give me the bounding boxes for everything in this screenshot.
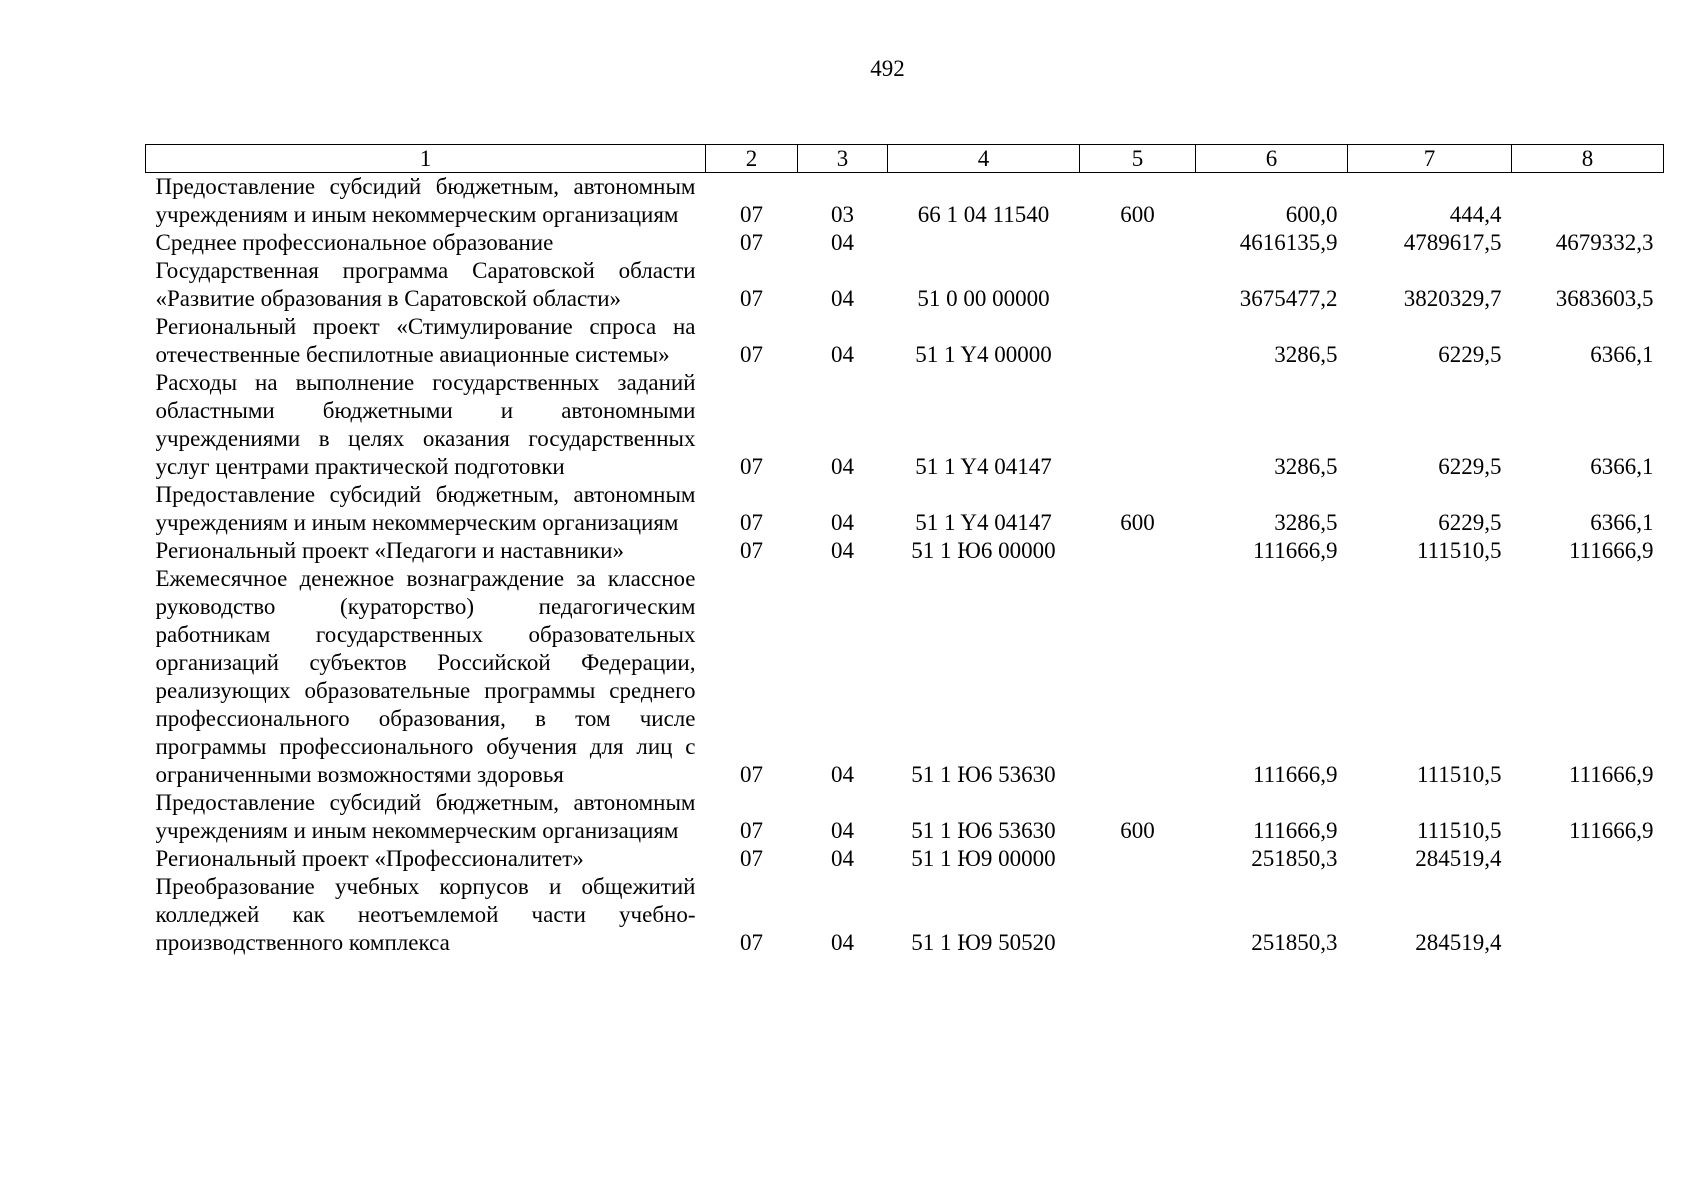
row-amount-year-2: 444,4 <box>1449 202 1502 227</box>
row-description: Преобразование учебных корпусов и общежитий колледжей как неотъемлемой части учебно-производственного комплекса <box>155 874 696 955</box>
row-amount-year-2: 6229,5 <box>1438 342 1502 367</box>
row-subsection-code: 03 <box>831 202 854 227</box>
row-section-code: 07 <box>740 762 763 787</box>
row-expense-type <box>1080 845 1196 873</box>
row-section-code: 07 <box>740 286 763 311</box>
table-row <box>146 565 1664 789</box>
row-amount-year-3: 111666,9 <box>1568 538 1654 563</box>
row-section-code: 07 <box>740 202 763 227</box>
column-header-2: 2 <box>706 145 798 173</box>
row-subsection-code: 04 <box>831 230 854 255</box>
row-target-article: 51 1 Ю6 53630 <box>911 762 1056 787</box>
row-expense-type: 600 <box>1120 202 1155 227</box>
row-amount-year-2: 284519,4 <box>1415 930 1502 955</box>
row-expense-type: 600 <box>1120 818 1155 843</box>
row-section-code: 07 <box>740 846 763 871</box>
column-header-3: 3 <box>798 145 888 173</box>
row-target-article: 51 1 Ю6 53630 <box>911 818 1056 843</box>
column-header-7: 7 <box>1348 145 1512 173</box>
row-amount-year-1: 111666,9 <box>1252 762 1338 787</box>
row-amount-year-1: 3675477,2 <box>1239 286 1338 311</box>
row-amount-year-2: 111510,5 <box>1416 762 1502 787</box>
row-amount-year-2: 284519,4 <box>1415 846 1502 871</box>
table-row <box>146 873 1664 957</box>
table-body <box>146 173 1664 958</box>
budget-table <box>145 144 1664 957</box>
row-amount-year-1: 3286,5 <box>1274 510 1338 535</box>
row-subsection-code: 04 <box>831 510 854 535</box>
row-description: Региональный проект «Стимулирование спроса на отечественные беспилотные авиационные системы» <box>155 314 696 367</box>
row-subsection-code: 04 <box>831 846 854 871</box>
row-amount-year-3 <box>1512 845 1664 873</box>
row-amount-year-3: 6366,1 <box>1590 510 1654 535</box>
row-expense-type <box>1080 873 1196 957</box>
header-row <box>146 145 1664 173</box>
row-target-article: 51 0 00 00000 <box>917 286 1050 311</box>
row-section-code: 07 <box>740 342 763 367</box>
row-amount-year-3 <box>1512 173 1664 230</box>
row-amount-year-2: 3820329,7 <box>1403 286 1502 311</box>
row-amount-year-2: 111510,5 <box>1416 538 1502 563</box>
row-amount-year-1: 4616135,9 <box>1239 230 1338 255</box>
row-target-article: 66 1 04 11540 <box>917 202 1050 227</box>
row-amount-year-1: 111666,9 <box>1252 818 1338 843</box>
table-row <box>146 257 1664 313</box>
row-amount-year-1: 251850,3 <box>1251 930 1338 955</box>
row-expense-type <box>1080 257 1196 313</box>
table-row <box>146 481 1664 537</box>
table-row <box>146 537 1664 565</box>
row-amount-year-2: 4789617,5 <box>1403 230 1502 255</box>
row-amount-year-3: 6366,1 <box>1590 454 1654 479</box>
row-amount-year-2: 6229,5 <box>1438 510 1502 535</box>
table-row <box>146 845 1664 873</box>
row-description: Расходы на выполнение государственных заданий областными бюджетными и автономными учреждениями в целях оказания государственных услуг центрами практической подготовки <box>155 370 696 479</box>
row-amount-year-1: 251850,3 <box>1251 846 1338 871</box>
row-subsection-code: 04 <box>831 342 854 367</box>
table-row <box>146 173 1664 230</box>
row-description: Предоставление субсидий бюджетным, автономным учреждениям и иным некоммерческим организациям <box>155 174 696 227</box>
row-section-code: 07 <box>740 230 763 255</box>
row-amount-year-3: 4679332,3 <box>1555 230 1654 255</box>
page-number: 492 <box>870 56 905 81</box>
row-target-article: 51 1 Ю9 50520 <box>911 930 1056 955</box>
row-description: Среднее профессиональное образование <box>155 230 554 255</box>
column-header-4: 4 <box>888 145 1080 173</box>
row-section-code: 07 <box>740 454 763 479</box>
row-target-article: 51 1 Y4 04147 <box>915 454 1052 479</box>
column-header-6: 6 <box>1196 145 1348 173</box>
row-description: Предоставление субсидий бюджетным, автономным учреждениям и иным некоммерческим организациям <box>155 482 696 535</box>
row-expense-type <box>1080 565 1196 789</box>
row-subsection-code: 04 <box>831 454 854 479</box>
row-expense-type <box>1080 369 1196 481</box>
column-header-1: 1 <box>146 145 706 173</box>
row-target-article: 51 1 Ю9 00000 <box>911 846 1056 871</box>
table-header <box>146 145 1664 173</box>
row-section-code: 07 <box>740 818 763 843</box>
row-amount-year-1: 3286,5 <box>1274 342 1338 367</box>
row-expense-type <box>1080 313 1196 369</box>
row-description: Государственная программа Саратовской области «Развитие образования в Саратовской области» <box>155 258 696 311</box>
column-header-5: 5 <box>1080 145 1196 173</box>
row-amount-year-2: 111510,5 <box>1416 818 1502 843</box>
row-amount-year-2: 6229,5 <box>1438 454 1502 479</box>
row-amount-year-1: 111666,9 <box>1252 538 1338 563</box>
row-amount-year-1: 600,0 <box>1285 202 1338 227</box>
column-header-8: 8 <box>1512 145 1664 173</box>
row-amount-year-3 <box>1512 873 1664 957</box>
row-subsection-code: 04 <box>831 762 854 787</box>
row-subsection-code: 04 <box>831 930 854 955</box>
table-row <box>146 789 1664 845</box>
row-amount-year-3: 3683603,5 <box>1555 286 1654 311</box>
row-target-article <box>888 229 1080 257</box>
table-row <box>146 313 1664 369</box>
row-description: Ежемесячное денежное вознаграждение за классное руководство (кураторство) педагогическим работникам государственных образовательных организаций субъектов Российской Федерации, реализующих образовательные программы среднего профессионального образования, в том числе программы профессионального обучения для лиц с ограниченными возможностями здоровья <box>155 566 696 787</box>
row-amount-year-3: 6366,1 <box>1590 342 1654 367</box>
row-target-article: 51 1 Y4 00000 <box>915 342 1052 367</box>
row-amount-year-3: 111666,9 <box>1568 818 1654 843</box>
row-subsection-code: 04 <box>831 286 854 311</box>
table-row <box>146 229 1664 257</box>
row-subsection-code: 04 <box>831 538 854 563</box>
row-section-code: 07 <box>740 538 763 563</box>
row-target-article: 51 1 Ю6 00000 <box>911 538 1056 563</box>
row-description: Предоставление субсидий бюджетным, автономным учреждениям и иным некоммерческим организациям <box>155 790 696 843</box>
row-amount-year-3: 111666,9 <box>1568 762 1654 787</box>
row-section-code: 07 <box>740 510 763 535</box>
row-expense-type <box>1080 229 1196 257</box>
row-description: Региональный проект «Педагоги и наставники» <box>155 538 624 563</box>
row-section-code: 07 <box>740 930 763 955</box>
row-amount-year-1: 3286,5 <box>1274 454 1338 479</box>
row-description: Региональный проект «Профессионалитет» <box>155 846 584 871</box>
row-target-article: 51 1 Y4 04147 <box>915 510 1052 535</box>
table-row <box>146 369 1664 481</box>
row-expense-type <box>1080 537 1196 565</box>
row-subsection-code: 04 <box>831 818 854 843</box>
row-expense-type: 600 <box>1120 510 1155 535</box>
